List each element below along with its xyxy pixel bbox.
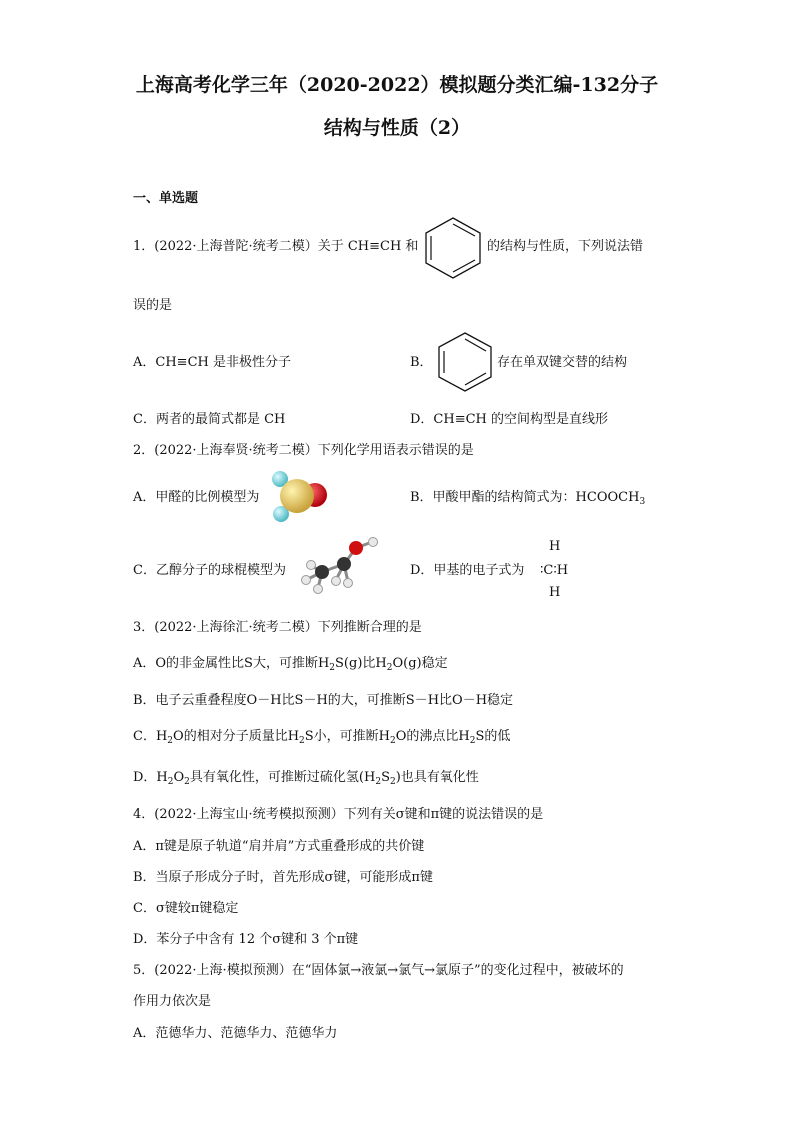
q2-option-a: A．甲醛的比例模型为 xyxy=(133,490,260,505)
q1-stem-b: 的结构与性质，下列说法错 xyxy=(487,239,644,254)
q2-option-b: B．甲酸甲酯的结构简式为：$HCOOCH_3$ xyxy=(410,490,646,507)
q1-option-a: A．CH≡CH 是非极性分子 xyxy=(133,355,291,370)
methyl-electron-formula-top: H xyxy=(549,539,561,554)
q3-option-b: B．电子云重叠程度O－H比S－H的大，可推断S－H比O－H稳定 xyxy=(133,693,514,708)
q1-option-d: D．CH≡CH 的空间构型是直线形 xyxy=(410,412,609,427)
q1-stem-a: 1．(2022·上海普陀·统考二模）关于 CH≡CH 和 xyxy=(133,239,419,254)
q4-option-d: D．苯分子中含有 12 个σ键和 3 个π键 xyxy=(133,932,359,947)
q3-option-a: A．O的非金属性比S大，可推断$H_2S(g)$比$H_2O(g)$稳定 xyxy=(133,656,448,673)
section-heading: 一、单选题 xyxy=(133,191,199,206)
q3-stem: 3．(2022·上海徐汇·统考二模）下列推断合理的是 xyxy=(133,620,422,635)
q1-option-c: C．两者的最简式都是 CH xyxy=(133,412,286,427)
q4-option-c: C．σ键较π键稳定 xyxy=(133,901,239,916)
page-title-line2: 结构与性质（2） xyxy=(323,117,471,139)
q1-option-b-text: 存在单双键交替的结构 xyxy=(497,355,628,370)
q4-stem: 4．(2022·上海宝山·统考模拟预测）下列有关σ键和π键的说法错误的是 xyxy=(133,807,544,822)
q1-stem-c: 误的是 xyxy=(133,298,173,313)
methyl-electron-formula-middle: ∶C∶H xyxy=(540,563,569,578)
benzene-structure-icon xyxy=(435,330,495,394)
q2-option-c: C．乙醇分子的球棍模型为 xyxy=(133,563,286,578)
benzene-structure-icon xyxy=(422,215,484,281)
q5-option-a: A．范德华力、范德华力、范德华力 xyxy=(133,1026,338,1041)
q2-option-d: D．甲基的电子式为 xyxy=(410,563,525,578)
methyl-electron-formula-bottom: H xyxy=(549,585,561,600)
ethanol-ball-stick-model-icon xyxy=(296,536,388,598)
q3-option-c: C．$H_2O$的相对分子质量比$H_2S$小，可推断$H_2O$的沸点比$H_2S$的低 xyxy=(133,729,511,746)
q5-stem: 5．(2022·上海·模拟预测）在“固体氯→液氯→氯气→氯原子”的变化过程中，被破坏的 xyxy=(133,963,624,978)
formaldehyde-space-filling-model-icon xyxy=(268,468,330,528)
q4-option-b: B．当原子形成分子时，首先形成σ键，可能形成π键 xyxy=(133,870,433,885)
q3-option-d: D．$H_2O_2$具有氧化性，可推断过硫化氢$(H_2S_2)$也具有氧化性 xyxy=(133,770,479,787)
q1-option-b-prefix: B． xyxy=(410,355,433,370)
q5-stem-continued: 作用力依次是 xyxy=(133,994,212,1009)
q2-stem: 2．(2022·上海奉贤·统考二模）下列化学用语表示错误的是 xyxy=(133,443,474,458)
page-title-line1: 上海高考化学三年（2020-2022）模拟题分类汇编-132分子 xyxy=(135,74,659,96)
q4-option-a: A．π键是原子轨道“肩并肩”方式重叠形成的共价键 xyxy=(133,839,425,854)
